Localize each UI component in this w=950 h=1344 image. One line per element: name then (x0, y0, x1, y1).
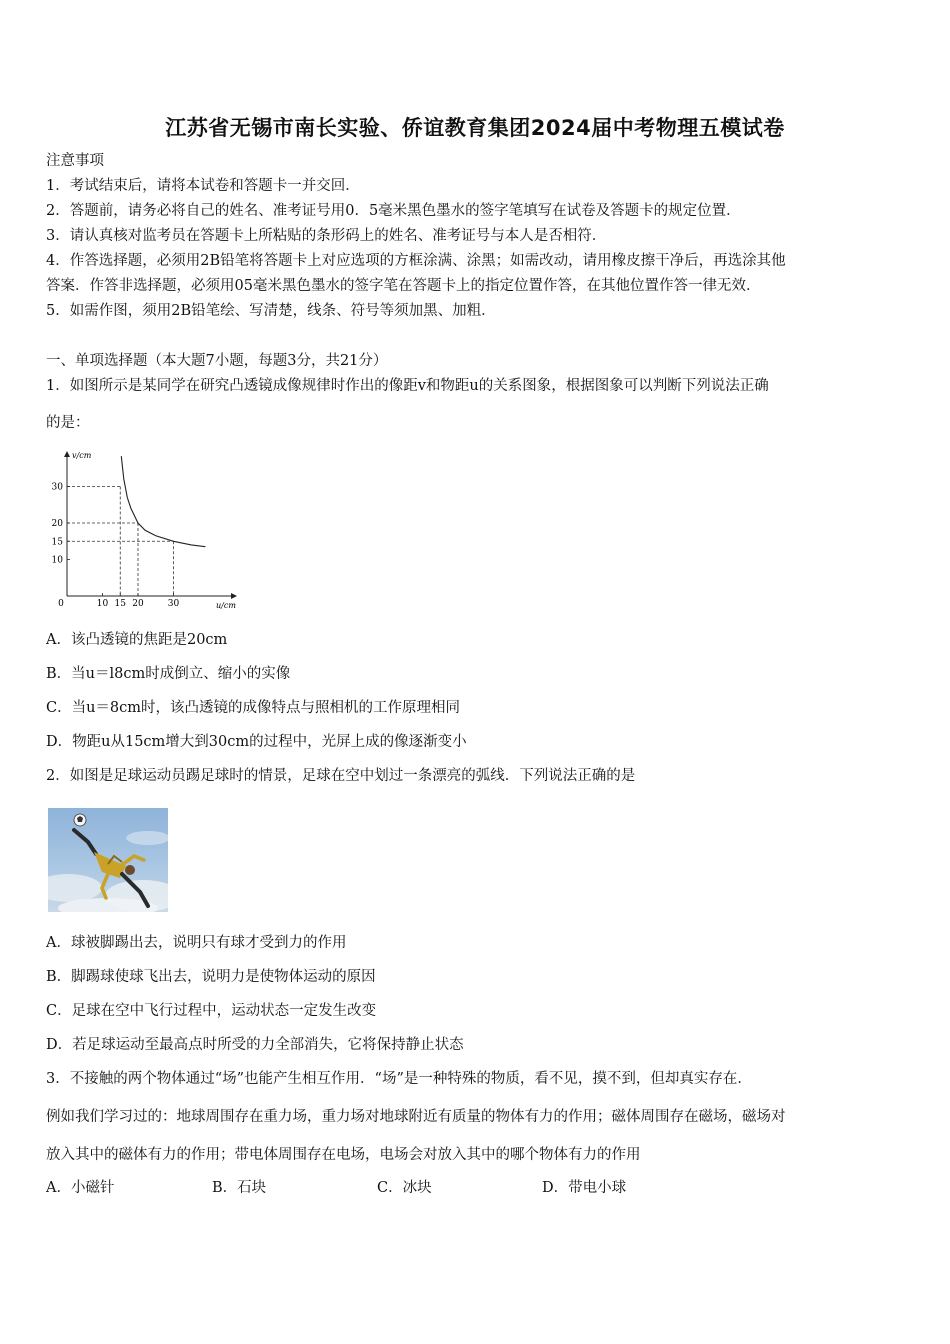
q1-chart (44, 444, 244, 614)
x-tick-label: 10 (96, 599, 109, 609)
section-heading: 一、单项选择题（本大题7小题，每题3分，共21分） (46, 353, 388, 369)
q3-option-b: B．石块 (212, 1180, 267, 1196)
q3-option-a: A．小磁针 (46, 1180, 115, 1196)
y-tick-label: 20 (51, 519, 63, 529)
y-tick-label: 15 (51, 537, 63, 548)
x-tick-label: 0 (58, 599, 64, 609)
football-player-photo (48, 808, 168, 912)
notice-item: 答案．作答非选择题，必须用05毫米黑色墨水的签字笔在答题卡上的指定位置作答，在其他位置作答一律无效． (46, 278, 761, 294)
q2-option-b: B．脚踢球使球飞出去，说明力是使物体运动的原因 (46, 969, 376, 985)
q1-stem: 1．如图所示是某同学在研究凸透镜成像规律时作出的像距v和物距u的关系图象，根据图象可以判断下列说法正确 (46, 378, 769, 394)
y-tick-label: 10 (51, 555, 63, 566)
x-tick-label: 20 (132, 599, 144, 609)
q1-option-d: D．物距u从15cm增大到30cm的过程中，光屏上成的像逐渐变小 (46, 734, 467, 750)
x-tick-label: 30 (167, 599, 180, 609)
y-tick-label: 30 (51, 482, 63, 493)
y-axis-label: v/cm (72, 451, 92, 460)
curve (121, 456, 205, 547)
notice-item: 2．答题前，请务必将自己的姓名、准考证号用0．5毫米黑色墨水的签字笔填写在试卷及答题卡的规定位置． (46, 203, 741, 219)
notice-item: 3．请认真核对监考员在答题卡上所粘贴的条形码上的姓名、准考证号与本人是否相符． (46, 228, 607, 244)
q3-stem: 放入其中的磁体有力的作用；带电体周围存在电场，电场会对放入其中的哪个物体有力的作用 (46, 1147, 641, 1163)
notice-item: 5．如需作图，须用2B铅笔绘、写清楚，线条、符号等须加黑、加粗． (46, 303, 496, 319)
q1-option-a: A．该凸透镜的焦距是20cm (46, 632, 228, 648)
x-tick-label: 15 (114, 599, 126, 609)
q3-option-c: C．冰块 (377, 1180, 432, 1196)
q2-option-a: A．球被脚踢出去，说明只有球才受到力的作用 (46, 935, 347, 951)
notice-item: 1．考试结束后，请将本试卷和答题卡一并交回． (46, 178, 360, 194)
q2-option-c: C．足球在空中飞行过程中，运动状态一定发生改变 (46, 1003, 377, 1019)
page-title: 江苏省无锡市南长实验、侨谊教育集团2024届中考物理五模试卷 (165, 116, 785, 140)
q1-stem: 的是： (46, 415, 90, 431)
x-axis-label: u/cm (216, 601, 236, 610)
q3-stem: 例如我们学习过的：地球周围存在重力场，重力场对地球附近有质量的物体有力的作用；磁体周围存在磁场，磁场对 (46, 1109, 786, 1125)
notice-item: 4．作答选择题，必须用2B铅笔将答题卡上对应选项的方框涂满、涂黑；如需改动，请用橡皮擦干净后，再选涂其他 (46, 253, 786, 269)
q3-option-d: D．带电小球 (542, 1180, 627, 1196)
q2-option-d: D．若足球运动至最高点时所受的力全部消失，它将保持静止状态 (46, 1037, 464, 1053)
q1-option-b: B．当u＝l8cm时成倒立、缩小的实像 (46, 666, 291, 682)
q3-stem: 3．不接触的两个物体通过“场”也能产生相互作用．“场”是一种特殊的物质，看不见，摸不到，但却真实存在． (46, 1071, 752, 1087)
q1-option-c: C．当u＝8cm时，该凸透镜的成像特点与照相机的工作原理相同 (46, 700, 461, 716)
notice-heading: 注意事项 (46, 153, 104, 169)
q2-stem: 2．如图是足球运动员踢足球时的情景，足球在空中划过一条漂亮的弧线．下列说法正确的是 (46, 768, 636, 784)
